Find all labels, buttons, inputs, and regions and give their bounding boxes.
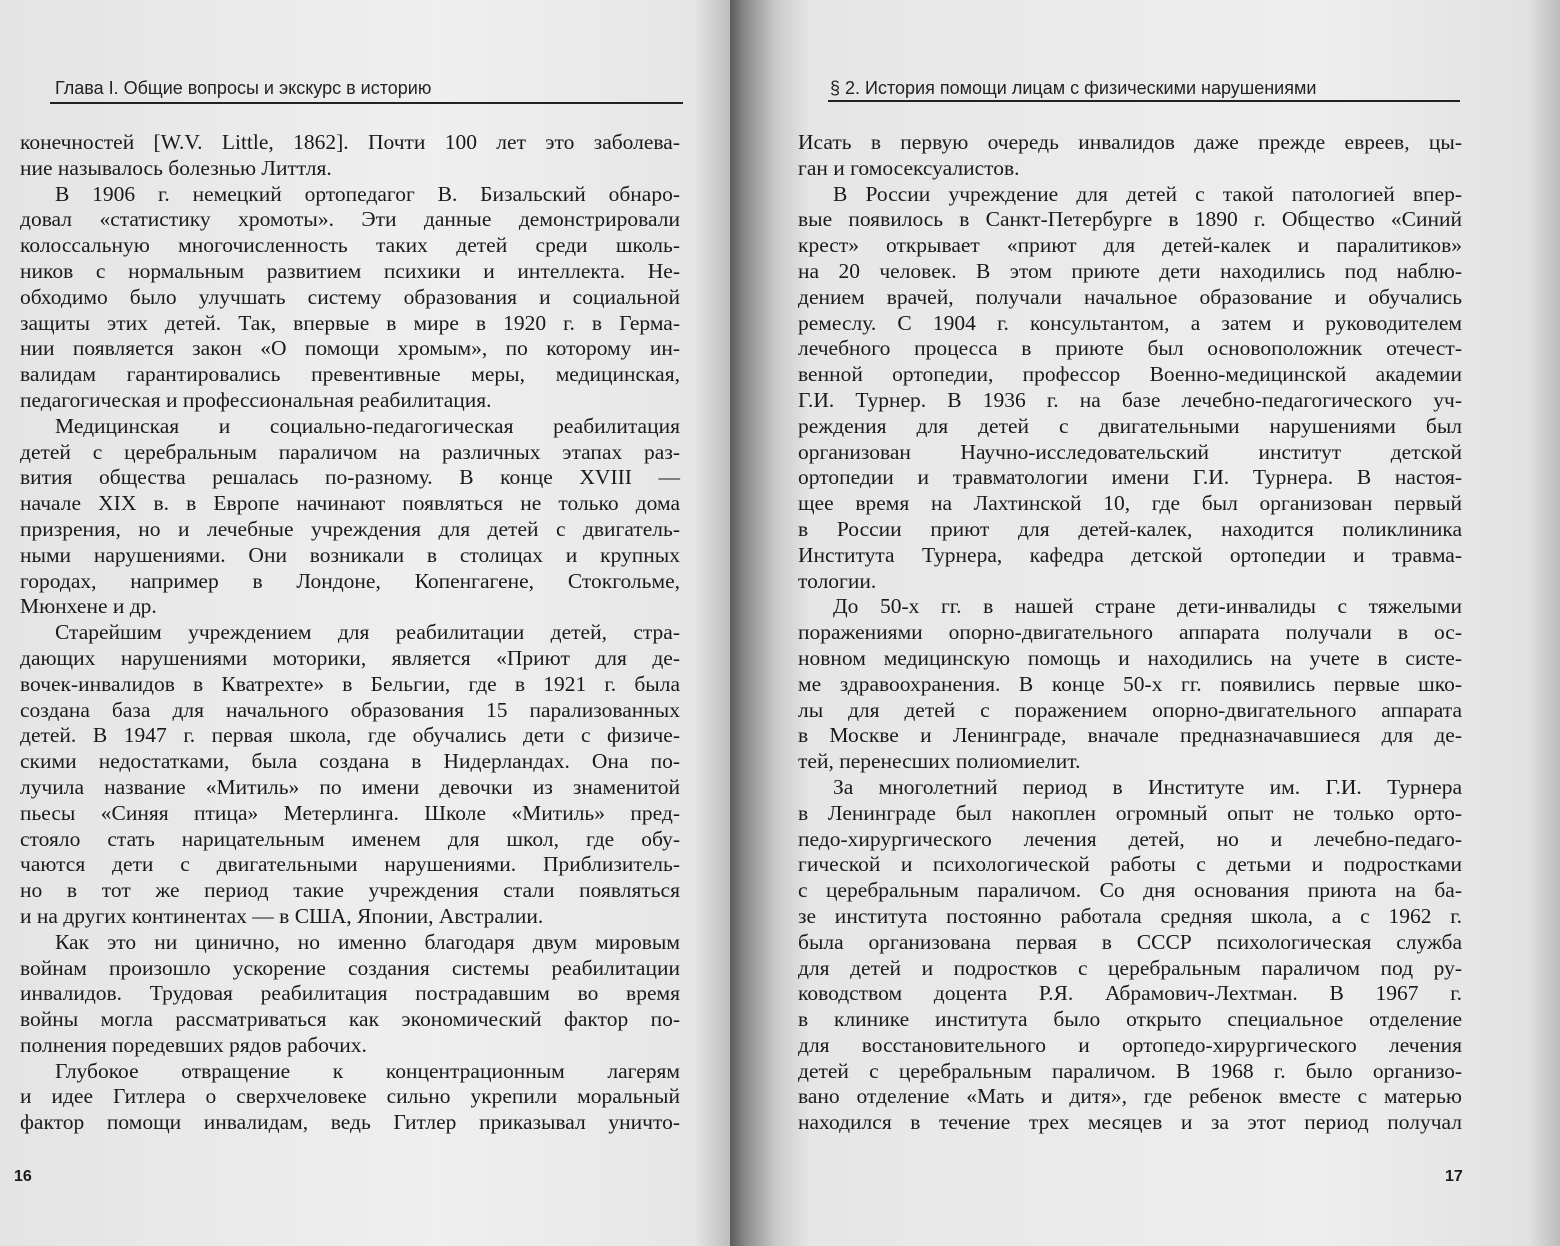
- paragraph: [20, 130, 680, 182]
- paragraph: [798, 594, 1462, 775]
- text-line: для детей и подростков с церебральным параличом под ру-: [798, 955, 1462, 980]
- text-line: с церебральным параличом. Со дня основания приюта на ба-: [798, 878, 1462, 903]
- text-line: крест» открывает «приют для детей-калек и паралитиков»: [798, 233, 1462, 258]
- text-line: Исать в первую очередь инвалидов даже прежде евреев, цы-: [798, 130, 1462, 154]
- text-line: вочек-инвалидов в Кватрехте» в Бельгии, где в 1921 г. была: [20, 671, 680, 696]
- text-line: детей с церебральным параличом. В 1968 г. было организо-: [798, 1058, 1462, 1083]
- text-line: До 50-х гг. в нашей стране дети-инвалиды с тяжелыми: [833, 594, 1462, 619]
- paragraph: [20, 930, 680, 1059]
- paragraph: [20, 182, 680, 414]
- text-line: В 1906 г. немецкий ортопедагог В. Бизальский обнаро-: [55, 181, 680, 206]
- text-line: в клинике института было открыто специальное отделение: [798, 1007, 1462, 1032]
- text-line: венной ортопедии, профессор Военно-медицинской академии: [798, 362, 1462, 387]
- text-line: ме здравоохранения. В конце 50-х гг. появились первые шко-: [798, 671, 1462, 696]
- text-line: Г.И. Турнер. В 1936 г. на базе лечебно-педагогического уч-: [798, 387, 1462, 412]
- text-line: тей, перенесших полиомиелит.: [798, 749, 1081, 774]
- text-line: лечебного процесса в приюте был основоположник отечест-: [798, 336, 1462, 361]
- text-line: защиты этих детей. Так, впервые в мире в 1920 г. в Герма-: [20, 310, 680, 335]
- text-line: Медицинская и социально-педагогическая реабилитация: [55, 413, 680, 438]
- text-line: создана база для начального образования 15 парализованных: [20, 697, 680, 722]
- left-page: [0, 0, 730, 1246]
- text-line: фактор помощи инвалидам, ведь Гитлер приказывал уничто-: [20, 1110, 680, 1135]
- paragraph: [20, 620, 680, 930]
- text-line: детей с церебральным параличом на различных этапах раз-: [20, 439, 680, 464]
- text-line: поражениями опорно-двигательного аппарата получали в ос-: [798, 620, 1462, 645]
- text-line: пьесы «Синяя птица» Метерлинга. Школе «Митиль» пред-: [20, 800, 680, 825]
- text-line: реждения для детей с двигательными нарушениями был: [798, 413, 1462, 438]
- paragraph: [798, 130, 1462, 182]
- text-line: организован Научно-исследовательский институт детской: [798, 439, 1462, 464]
- paragraph: [20, 414, 680, 620]
- running-header: § 2. История помощи лицам с физическими нарушениями: [830, 78, 1317, 98]
- text-line: тологии.: [798, 568, 877, 593]
- text-line: Института Турнера, кафедра детской ортопедии и травма-: [798, 542, 1462, 567]
- text-line: ние называлось болезнью Литтля.: [20, 155, 332, 180]
- text-line: находился в течение трех месяцев и за этот период получал: [798, 1110, 1462, 1135]
- text-line: щее время на Лахтинской 10, где был организован первый: [798, 491, 1462, 516]
- text-line: стояло стать нарицательным именем для школ, где обу-: [20, 826, 680, 851]
- text-line: инвалидов. Трудовая реабилитация пострадавшим во время: [20, 981, 680, 1006]
- text-line: вития общества решалась по-разному. В конце XVIII —: [20, 465, 680, 490]
- text-line: Глубокое отвращение к концентрационным лагерям: [55, 1058, 680, 1083]
- page-body: [20, 130, 680, 1136]
- text-line: скими недостатками, была создана в Нидерландах. Она по-: [20, 749, 680, 774]
- text-line: ремеслу. С 1904 г. консультантом, а затем и руководителем: [798, 310, 1462, 335]
- page-number: 17: [1445, 1168, 1463, 1185]
- header-rule: [828, 100, 1460, 102]
- text-line: войнам произошло ускорение создания системы реабилитации: [20, 955, 680, 980]
- header-rule: [50, 102, 683, 104]
- text-line: вые появилось в Санкт-Петербурге в 1890 г. Общество «Синий: [798, 207, 1462, 232]
- right-page: [730, 0, 1560, 1246]
- text-line: в Ленинграде был накоплен огромный опыт не только орто-: [798, 800, 1462, 825]
- text-line: валидам гарантировались превентивные меры, медицинская,: [20, 362, 680, 387]
- text-line: для восстановительного и ортопедо-хирургического лечения: [798, 1032, 1462, 1057]
- paragraph: [798, 182, 1462, 595]
- text-line: лы для детей с поражением опорно-двигательного аппарата: [798, 697, 1462, 722]
- text-line: гической и психологической работы с детьми и подростками: [798, 852, 1462, 877]
- text-line: в Москве и Ленинграде, вначале предназначавшиеся для де-: [798, 723, 1462, 748]
- text-line: ководством доцента Р.Я. Абрамович-Лехтман. В 1967 г.: [798, 981, 1462, 1006]
- text-line: полнения поредевших рядов рабочих.: [20, 1032, 367, 1057]
- text-line: Старейшим учреждением для реабилитации детей, стра-: [55, 620, 680, 645]
- text-line: ными нарушениями. Они возникали в столицах и крупных: [20, 542, 680, 567]
- running-header: Глава I. Общие вопросы и экскурс в историю: [55, 78, 432, 98]
- text-line: За многолетний период в Институте им. Г.И. Турнера: [833, 774, 1462, 799]
- text-line: была организована первая в СССР психологическая служба: [798, 929, 1462, 954]
- text-line: лучила название «Митиль» по имени девочки из знаменитой: [20, 774, 680, 799]
- text-line: нии появляется закон «О помощи хромым», по которому ин-: [20, 336, 680, 361]
- text-line: детей. В 1947 г. первая школа, где обучались дети с физиче-: [20, 723, 680, 748]
- text-line: конечностей [W.V. Little, 1862]. Почти 100 лет это заболева-: [20, 130, 680, 154]
- text-line: на 20 человек. В этом приюте дети находились под наблю-: [798, 258, 1462, 283]
- text-line: обходимо было улучшать систему образования и социальной: [20, 284, 680, 309]
- text-line: начале XIX в. в Европе начинают появляться не только дома: [20, 491, 680, 516]
- text-line: ортопедии и травматологии имени Г.И. Турнера. В настоя-: [798, 465, 1462, 490]
- text-line: Как это ни цинично, но именно благодаря двум мировым: [55, 929, 680, 954]
- text-line: призрения, но и лечебные учреждения для детей с двигатель-: [20, 516, 680, 541]
- text-line: войны могла рассматриваться как экономический фактор по-: [20, 1007, 680, 1032]
- text-line: зе института постоянно работала средняя школа, а с 1962 г.: [798, 903, 1462, 928]
- text-line: педо-хирургического лечения детей, но и лечебно-педаго-: [798, 826, 1462, 851]
- text-line: дением врачей, получали начальное образование и обучались: [798, 284, 1462, 309]
- text-line: ган и гомосексуалистов.: [798, 155, 1020, 180]
- text-line: новном медицинскую помощь и находились на учете в систе-: [798, 645, 1462, 670]
- text-line: чаются дети с двигательными нарушениями. Приблизитель-: [20, 852, 680, 877]
- paragraph: [798, 775, 1462, 1136]
- paragraph: [20, 1059, 680, 1136]
- text-line: вано отделение «Мать и дитя», где ребенок вместе с матерью: [798, 1084, 1462, 1109]
- text-line: педагогическая и профессиональная реабилитация.: [20, 387, 492, 412]
- text-line: и на других континентах — в США, Японии, Австралии.: [20, 903, 544, 928]
- text-line: городах, например в Лондоне, Копенгагене, Стокгольме,: [20, 568, 680, 593]
- text-line: и идее Гитлера о сверхчеловеке сильно укрепили моральный: [20, 1084, 680, 1109]
- text-line: в России приют для детей-калек, находится поликлиника: [798, 516, 1462, 541]
- text-line: ников с нормальным развитием психики и интеллекта. Не-: [20, 258, 680, 283]
- text-line: Мюнхене и др.: [20, 594, 157, 619]
- text-line: довал «статистику хромоты». Эти данные демонстрировали: [20, 207, 680, 232]
- text-line: дающих нарушениями моторики, является «Приют для де-: [20, 645, 680, 670]
- page-body: [798, 130, 1462, 1136]
- text-line: В России учреждение для детей с такой патологией впер-: [833, 181, 1462, 206]
- text-line: колоссальную многочисленность таких детей среди школь-: [20, 233, 680, 258]
- page-number: 16: [14, 1168, 32, 1185]
- text-line: но в тот же период такие учреждения стали появляться: [20, 878, 680, 903]
